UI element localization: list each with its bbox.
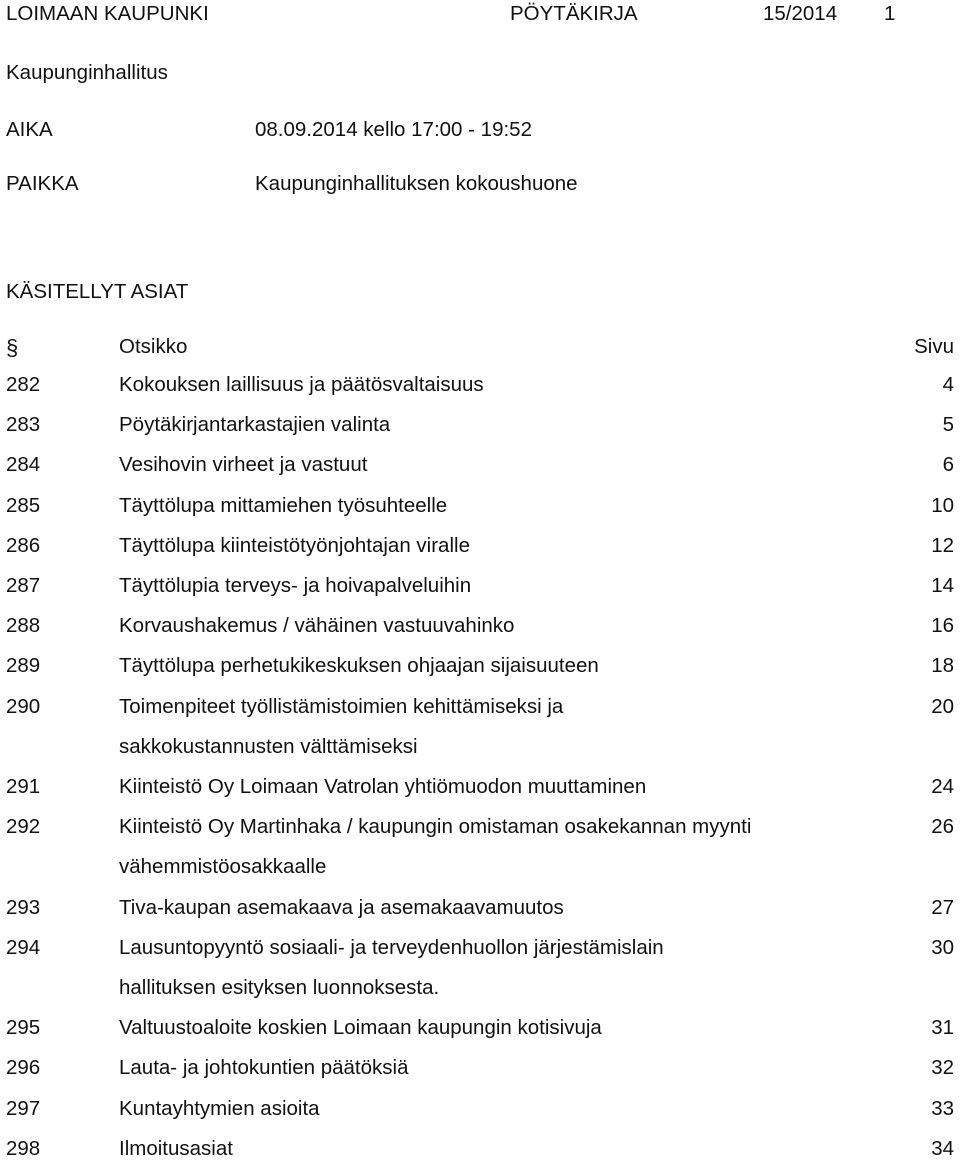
page-number: 1 xyxy=(884,2,896,25)
toc-item-title-continued: sakkokustannusten välttämiseksi xyxy=(119,734,418,758)
toc-item-number: 282 xyxy=(6,373,41,396)
toc-item-page: 4 xyxy=(942,373,954,396)
toc-item-title: Toimenpiteet työllistämistoimien kehittämiseksi ja xyxy=(119,694,564,718)
meeting-time-label: AIKA xyxy=(6,118,53,141)
toc-item-number: 292 xyxy=(6,815,41,839)
toc-item-page: 26 xyxy=(931,815,954,839)
toc-item-number: 287 xyxy=(6,574,41,597)
toc-item-page: 5 xyxy=(942,413,954,437)
toc-item-number: 284 xyxy=(6,453,41,477)
body-name: Kaupunginhallitus xyxy=(6,61,168,84)
toc-item-number: 293 xyxy=(6,895,41,919)
toc-item-number: 298 xyxy=(6,1136,41,1160)
toc-item-title: Tiva-kaupan asemakaava ja asemakaavamuutos xyxy=(119,895,564,919)
toc-column-page: Sivu xyxy=(914,335,954,358)
toc-item-page: 14 xyxy=(931,574,954,597)
toc-item-title: Valtuustoaloite koskien Loimaan kaupungin kotisivuja xyxy=(119,1016,602,1040)
toc-item-title: Lausuntopyyntö sosiaali- ja terveydenhuollon järjestämislain xyxy=(119,935,664,959)
toc-heading: KÄSITELLYT ASIAT xyxy=(6,280,189,303)
toc-item-page: 27 xyxy=(931,895,954,919)
toc-item-page: 33 xyxy=(931,1096,954,1120)
toc-item-number: 290 xyxy=(6,694,41,718)
document-number: 15/2014 xyxy=(763,2,838,25)
toc-item-title: Vesihovin virheet ja vastuut xyxy=(119,453,368,477)
toc-item-page: 34 xyxy=(931,1136,954,1160)
toc-item-number: 286 xyxy=(6,533,41,557)
section-sign-icon: § xyxy=(6,335,19,360)
toc-item-title: Täyttölupa kiinteistötyönjohtajan viralle xyxy=(119,533,470,557)
toc-item-title: Täyttölupia terveys- ja hoivapalveluihin xyxy=(119,574,472,597)
toc-item-page: 30 xyxy=(931,935,954,959)
toc-item-page: 24 xyxy=(931,775,954,798)
toc-item-number: 295 xyxy=(6,1016,41,1040)
toc-item-page: 16 xyxy=(931,614,954,638)
toc-item-number: 296 xyxy=(6,1056,41,1080)
toc-item-title-continued: hallituksen esityksen luonnoksesta. xyxy=(119,976,440,999)
organization-name: LOIMAAN KAUPUNKI xyxy=(6,2,209,25)
toc-item-number: 283 xyxy=(6,413,41,437)
document-type: PÖYTÄKIRJA xyxy=(510,2,638,25)
toc-item-title: Kiinteistö Oy Martinhaka / kaupungin omistaman osakekannan myynti xyxy=(119,815,752,839)
toc-item-title: Lauta- ja johtokuntien päätöksiä xyxy=(119,1056,409,1080)
toc-item-number: 288 xyxy=(6,614,41,638)
toc-item-number: 294 xyxy=(6,935,41,959)
toc-item-number: 285 xyxy=(6,493,41,517)
toc-item-page: 6 xyxy=(942,453,954,477)
toc-item-page: 12 xyxy=(931,533,954,557)
toc-item-title: Kuntayhtymien asioita xyxy=(119,1096,320,1120)
toc-item-title: Kiinteistö Oy Loimaan Vatrolan yhtiömuodon muuttaminen xyxy=(119,775,647,798)
toc-item-title: Täyttölupa mittamiehen työsuhteelle xyxy=(119,493,448,517)
toc-item-title-continued: vähemmistöosakkaalle xyxy=(119,855,327,879)
toc-item-title: Ilmoitusasiat xyxy=(119,1136,233,1160)
toc-item-page: 31 xyxy=(931,1016,954,1040)
toc-item-title: Korvaushakemus / vähäinen vastuuvahinko xyxy=(119,614,515,638)
toc-item-number: 291 xyxy=(6,775,41,798)
toc-item-page: 32 xyxy=(931,1056,954,1080)
meeting-time-value: 08.09.2014 kello 17:00 - 19:52 xyxy=(255,118,532,141)
toc-column-title: Otsikko xyxy=(119,335,188,358)
toc-item-title: Täyttölupa perhetukikeskuksen ohjaajan sijaisuuteen xyxy=(119,654,599,678)
toc-item-number: 297 xyxy=(6,1096,41,1120)
toc-item-page: 18 xyxy=(931,654,954,678)
meeting-place-label: PAIKKA xyxy=(6,172,79,195)
toc-item-page: 20 xyxy=(931,694,954,718)
meeting-place-value: Kaupunginhallituksen kokoushuone xyxy=(255,172,578,195)
toc-item-title: Pöytäkirjantarkastajien valinta xyxy=(119,413,391,437)
toc-item-number: 289 xyxy=(6,654,41,678)
toc-item-title: Kokouksen laillisuus ja päätösvaltaisuus xyxy=(119,373,484,396)
toc-item-page: 10 xyxy=(931,493,954,517)
